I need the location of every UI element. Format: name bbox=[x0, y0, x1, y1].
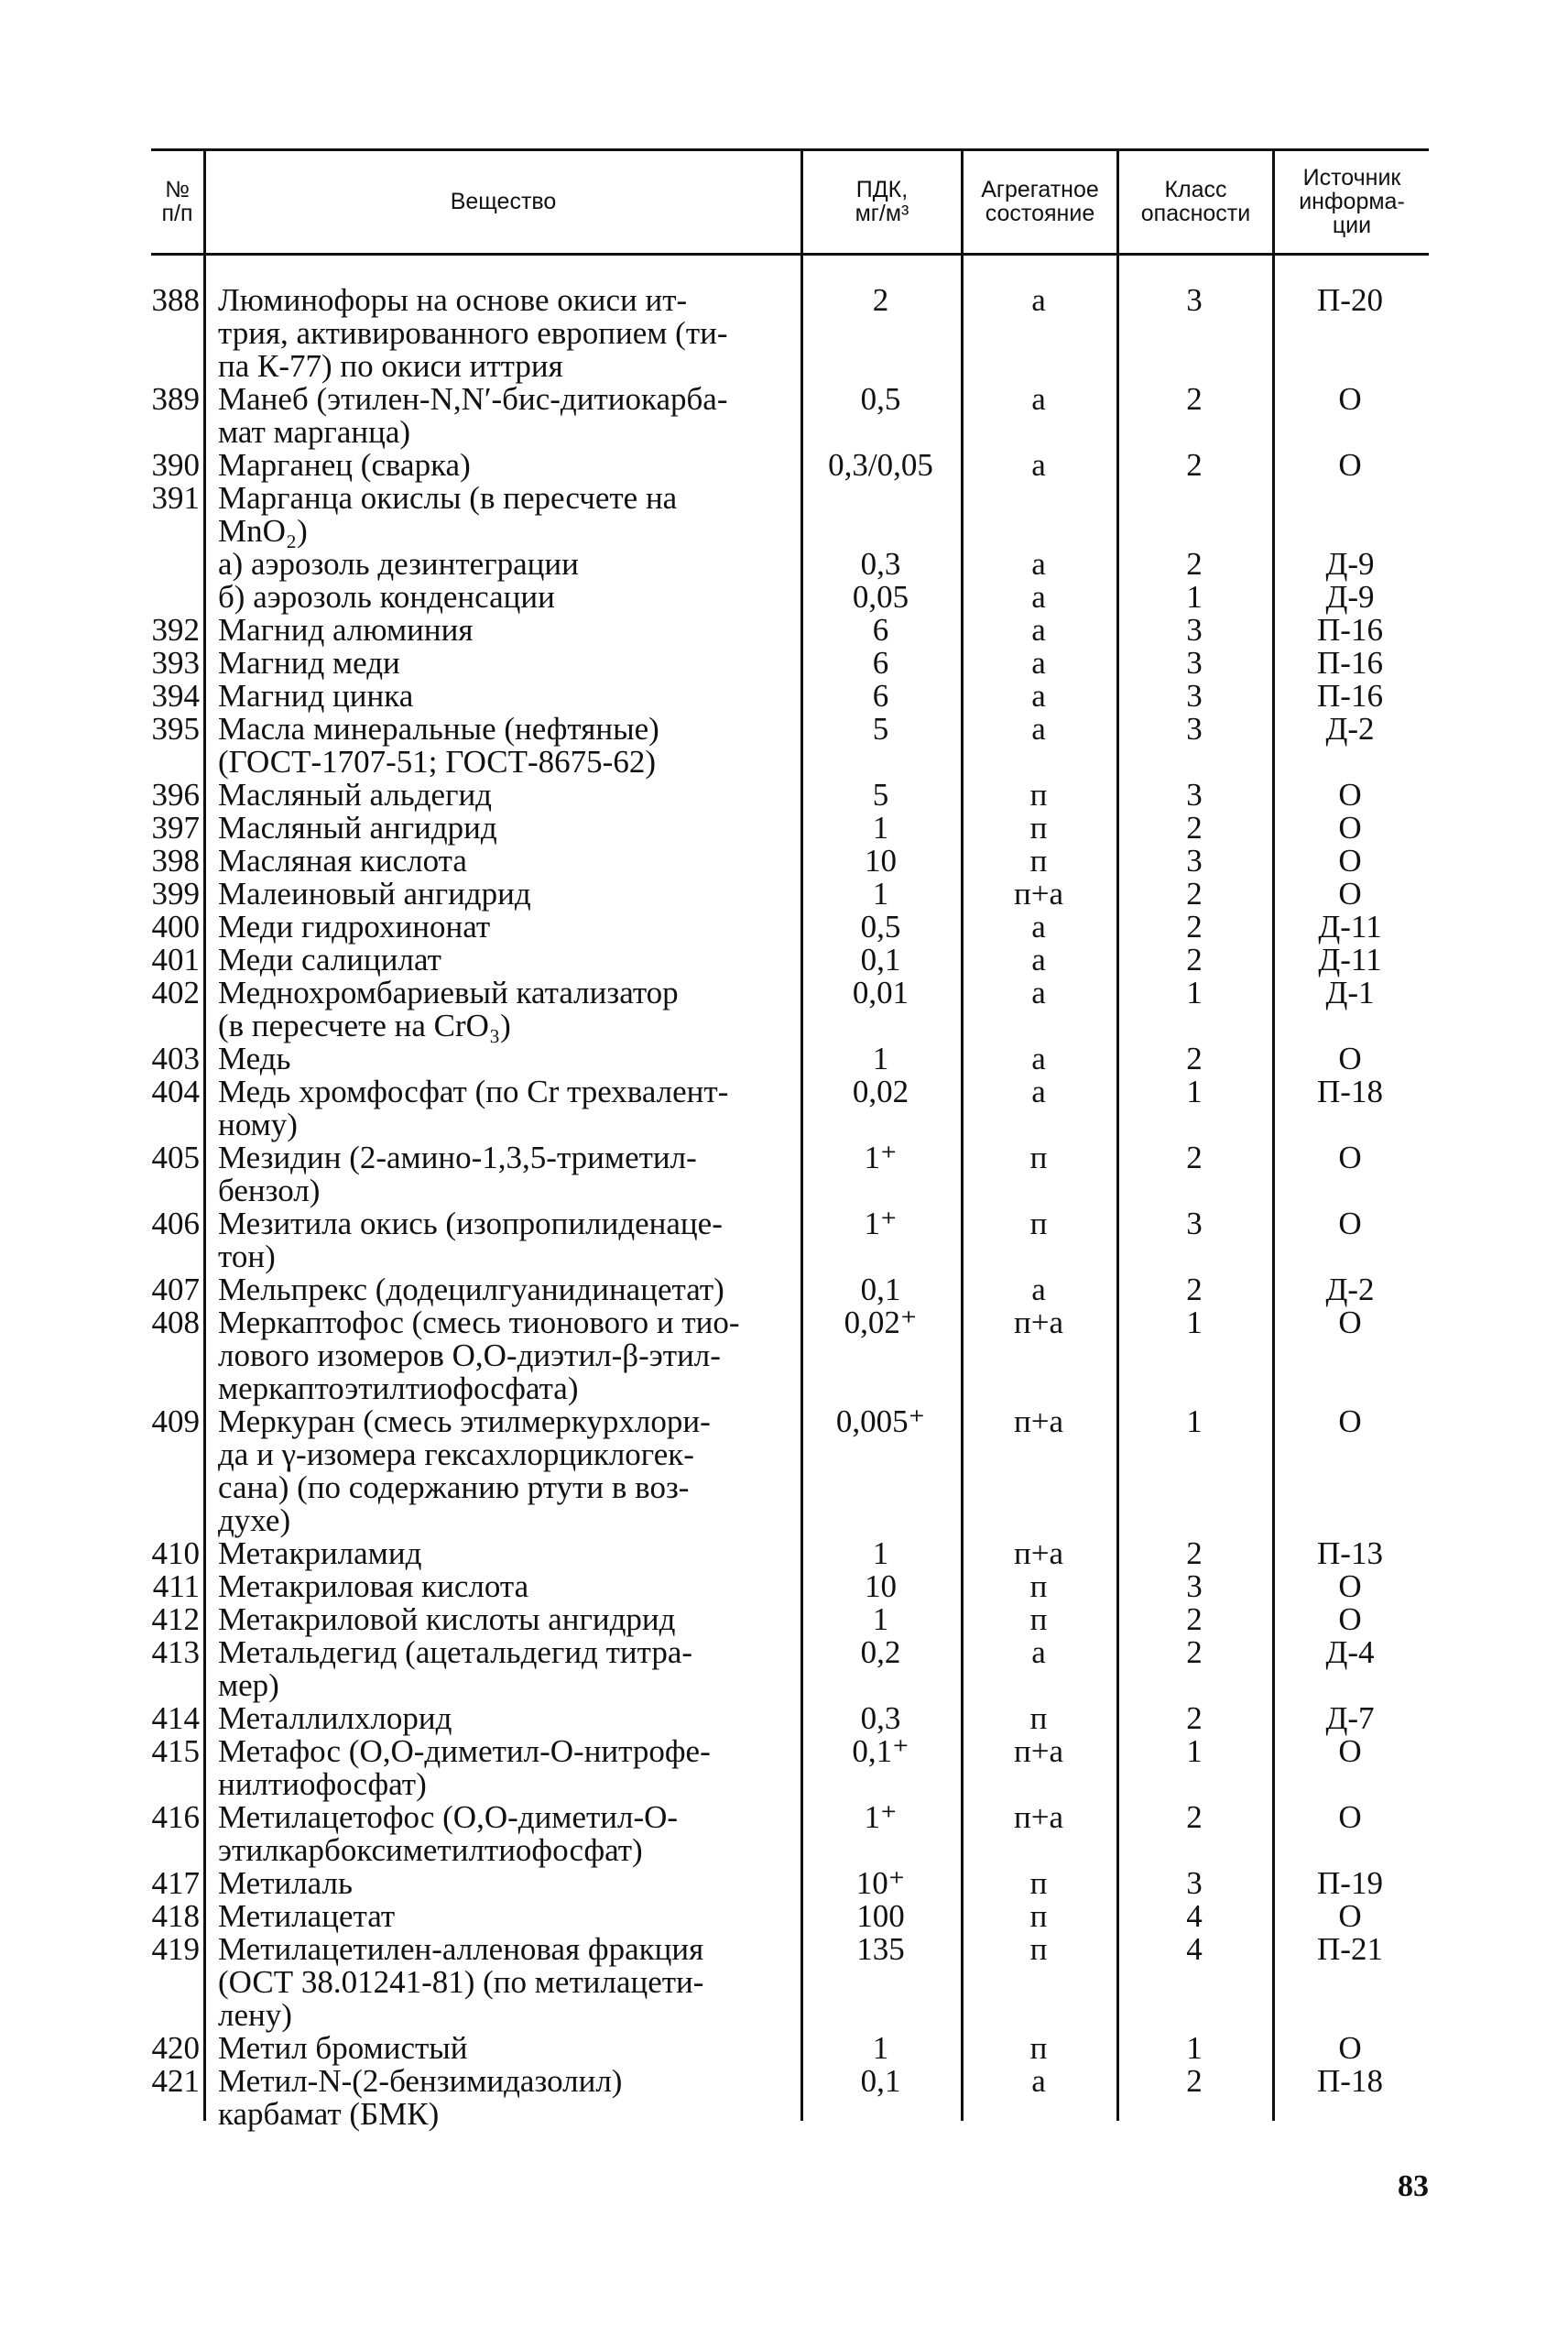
hazard-class: 2 bbox=[1186, 876, 1203, 912]
row-number: 416 bbox=[151, 1799, 200, 1835]
table-row bbox=[0, 449, 1568, 482]
row-number: 395 bbox=[151, 711, 200, 747]
table-row bbox=[0, 1735, 1568, 1801]
aggregate-state bbox=[961, 482, 1116, 548]
hazard-class: 3 bbox=[1186, 612, 1203, 648]
table-row bbox=[0, 680, 1568, 713]
substance-name: Метакриловой кислоты ангидрид bbox=[218, 1601, 676, 1637]
hazard-class: 1 bbox=[1186, 975, 1203, 1010]
aggregate-state: п+а bbox=[1013, 1535, 1063, 1571]
row-number bbox=[0, 548, 203, 581]
row-number: 403 bbox=[151, 1041, 200, 1076]
row-number: 396 bbox=[151, 777, 200, 813]
substance-name: Магнид меди bbox=[218, 645, 400, 681]
substance-name: Мезитила окись (изопропилиденаце- тон) bbox=[218, 1206, 723, 1274]
pdk-value: 1 bbox=[872, 2030, 889, 2066]
hazard-class: 2 bbox=[1186, 2063, 1203, 2099]
table-row bbox=[0, 2065, 1568, 2131]
info-source: О bbox=[1338, 1041, 1362, 1076]
pdk-value: 135 bbox=[856, 1931, 905, 1967]
pdk-value: 100 bbox=[856, 1898, 905, 1934]
aggregate-state: п bbox=[1029, 1568, 1048, 1604]
pdk-value: 0,5 bbox=[860, 909, 901, 945]
table-row bbox=[0, 1207, 1568, 1273]
substance-name: Метилацетофос (О,О-диметил-О- этилкарбоксиметилтиофосфат) bbox=[218, 1799, 679, 1868]
row-number: 408 bbox=[151, 1305, 200, 1340]
aggregate-state: п+а bbox=[1013, 1305, 1063, 1340]
hazard-class: 2 bbox=[1186, 447, 1203, 483]
table-row bbox=[0, 1306, 1568, 1405]
info-source: Д-9 bbox=[1325, 579, 1375, 615]
pdk-value bbox=[800, 482, 961, 548]
aggregate-state: п bbox=[1029, 1700, 1048, 1736]
substance-name: Метафос (О,О-диметил-О-нитрофе- нилтиофосфат) bbox=[218, 1733, 711, 1802]
pdk-value: 0,3 bbox=[860, 546, 901, 582]
substance-name: Магнид цинка bbox=[218, 678, 414, 714]
hazard-class: 3 bbox=[1186, 777, 1203, 813]
hazard-class: 3 bbox=[1186, 1568, 1203, 1604]
hazard-class bbox=[1116, 482, 1272, 548]
substance-name: Меркуран (смесь этилмеркурхлори- да и γ-изомера гексахлорциклогек- сана) (по содержанию ртути в воз- духе) bbox=[218, 1403, 711, 1538]
info-source: О bbox=[1338, 1140, 1362, 1175]
info-source: П-16 bbox=[1317, 678, 1383, 714]
info-source: П-18 bbox=[1317, 2063, 1383, 2099]
aggregate-state: п bbox=[1029, 1140, 1048, 1175]
info-source: О bbox=[1338, 876, 1362, 912]
aggregate-state: п+а bbox=[1013, 1799, 1063, 1835]
hazard-class: 4 bbox=[1186, 1898, 1203, 1934]
hazard-class: 1 bbox=[1186, 1733, 1203, 1769]
substance-name: Медь bbox=[218, 1041, 291, 1076]
hazard-class: 3 bbox=[1186, 282, 1203, 318]
table-row bbox=[0, 1933, 1568, 2032]
aggregate-state: п+а bbox=[1013, 1403, 1063, 1439]
row-number: 394 bbox=[151, 678, 200, 714]
pdk-value: 0,3 bbox=[860, 1700, 901, 1736]
pdk-value: 0,02 bbox=[852, 1074, 909, 1109]
table-row bbox=[0, 614, 1568, 647]
table-row bbox=[0, 581, 1568, 614]
substance-name: Меднохромбариевый катализатор (в пересчете на CrO₃) bbox=[218, 975, 679, 1043]
header-source: Источник информа- ции bbox=[1299, 165, 1405, 238]
substance-name: Метил-N-(2-бензимидазолил) карбамат (БМК) bbox=[218, 2063, 623, 2132]
substance-name: Метакриламид bbox=[218, 1535, 422, 1571]
aggregate-state: а bbox=[1031, 645, 1046, 681]
substance-name: а) аэрозоль дезинтеграции bbox=[218, 546, 579, 582]
aggregate-state: п bbox=[1029, 1865, 1048, 1901]
hazard-class: 2 bbox=[1186, 1041, 1203, 1076]
table-row bbox=[0, 1603, 1568, 1636]
row-number: 401 bbox=[151, 942, 200, 977]
table-row bbox=[0, 1570, 1568, 1603]
table-row bbox=[0, 944, 1568, 977]
row-number: 391 bbox=[151, 480, 200, 516]
table-row bbox=[0, 1636, 1568, 1702]
pdk-value: 6 bbox=[872, 678, 889, 714]
substance-name: Магнид алюминия bbox=[218, 612, 474, 648]
table-row bbox=[0, 1867, 1568, 1900]
row-number: 409 bbox=[151, 1403, 200, 1439]
row-number: 412 bbox=[151, 1601, 200, 1637]
info-source: О bbox=[1338, 1898, 1362, 1934]
hazard-class: 2 bbox=[1186, 1140, 1203, 1175]
pdk-value: 10 bbox=[865, 843, 897, 879]
row-number: 393 bbox=[151, 645, 200, 681]
pdk-value: 0,005⁺ bbox=[835, 1403, 926, 1439]
table-row bbox=[0, 1405, 1568, 1537]
hazard-class: 3 bbox=[1186, 711, 1203, 747]
row-number: 418 bbox=[151, 1898, 200, 1934]
row-number: 388 bbox=[151, 282, 200, 318]
aggregate-state: а bbox=[1031, 2063, 1046, 2099]
info-source: Д-1 bbox=[1325, 975, 1375, 1010]
info-source: О bbox=[1338, 1403, 1362, 1439]
hazard-class: 3 bbox=[1186, 645, 1203, 681]
pdk-value: 1 bbox=[872, 876, 889, 912]
row-number: 410 bbox=[151, 1535, 200, 1571]
table-row bbox=[0, 845, 1568, 878]
table-row bbox=[0, 1273, 1568, 1306]
table-row bbox=[0, 647, 1568, 680]
pdk-value: 0,1 bbox=[860, 942, 901, 977]
row-number: 404 bbox=[151, 1074, 200, 1109]
hazard-class: 1 bbox=[1186, 1305, 1203, 1340]
row-number: 400 bbox=[151, 909, 200, 945]
header-hazard-class: Класс опасности bbox=[1140, 177, 1251, 226]
info-source: О bbox=[1338, 810, 1362, 846]
substance-name: Люминофоры на основе окиси ит- трия, активированного европием (ти- па К-77) по окиси иттрия bbox=[218, 282, 728, 384]
row-number: 390 bbox=[151, 447, 200, 483]
pdk-value: 0,01 bbox=[852, 975, 909, 1010]
row-number: 415 bbox=[151, 1733, 200, 1769]
info-source: Д-4 bbox=[1325, 1634, 1375, 1670]
aggregate-state: а bbox=[1031, 975, 1046, 1010]
row-number: 417 bbox=[151, 1865, 200, 1901]
info-source: Д-7 bbox=[1325, 1700, 1375, 1736]
row-number: 405 bbox=[151, 1140, 200, 1175]
row-number: 413 bbox=[151, 1634, 200, 1670]
hazard-class: 2 bbox=[1186, 1272, 1203, 1307]
header-aggregate: Агрегатное состояние bbox=[981, 177, 1099, 226]
table-row bbox=[0, 911, 1568, 944]
info-source: О bbox=[1338, 1601, 1362, 1637]
row-number: 397 bbox=[151, 810, 200, 846]
row-number: 407 bbox=[151, 1272, 200, 1307]
aggregate-state: п bbox=[1029, 2030, 1048, 2066]
header-substance: Вещество bbox=[450, 189, 557, 214]
aggregate-state: а bbox=[1031, 1041, 1046, 1076]
info-source: П-13 bbox=[1317, 1535, 1383, 1571]
info-source: П-21 bbox=[1317, 1931, 1383, 1967]
substance-name: Манеб (этилен-N,N′-бис-дитиокарба- мат марганца) bbox=[218, 381, 728, 450]
info-source: О bbox=[1338, 777, 1362, 813]
page-number: 83 bbox=[1398, 2169, 1429, 2203]
info-source: П-19 bbox=[1317, 1865, 1383, 1901]
row-number: 411 bbox=[152, 1568, 200, 1604]
table-row bbox=[0, 1801, 1568, 1867]
aggregate-state: а bbox=[1031, 282, 1046, 318]
info-source: Д-9 bbox=[1325, 546, 1375, 582]
row-number: 420 bbox=[151, 2030, 200, 2066]
table-row bbox=[0, 779, 1568, 812]
aggregate-state: а bbox=[1031, 1074, 1046, 1109]
hazard-class: 2 bbox=[1186, 1535, 1203, 1571]
pdk-value: 0,5 bbox=[860, 381, 901, 417]
aggregate-state: а bbox=[1031, 579, 1046, 615]
substance-name: Масляный ангидрид bbox=[218, 810, 497, 846]
table-row bbox=[0, 977, 1568, 1043]
substance-name: Меркаптофос (смесь тионового и тио- лового изомеров О,О-диэтил-β-этил- меркаптоэтилтиофосфата) bbox=[218, 1305, 740, 1406]
info-source: О bbox=[1338, 1305, 1362, 1340]
pdk-value: 0,1 bbox=[860, 2063, 901, 2099]
row-number: 406 bbox=[151, 1206, 200, 1241]
hazard-class: 2 bbox=[1186, 942, 1203, 977]
table-row bbox=[0, 383, 1568, 449]
header-pdk: ПДК, мг/м³ bbox=[855, 177, 909, 226]
pdk-value: 0,3/0,05 bbox=[828, 447, 933, 483]
aggregate-state: а bbox=[1031, 909, 1046, 945]
hazard-class: 3 bbox=[1186, 678, 1203, 714]
aggregate-state: а bbox=[1031, 546, 1046, 582]
row-number: 399 bbox=[151, 876, 200, 912]
table-row bbox=[0, 812, 1568, 845]
pdk-value: 10 bbox=[865, 1568, 897, 1604]
pdk-value: 1 bbox=[872, 1535, 889, 1571]
aggregate-state: п+а bbox=[1013, 876, 1063, 912]
pdk-value: 0,2 bbox=[860, 1634, 901, 1670]
row-number: 389 bbox=[151, 381, 200, 417]
table-row bbox=[0, 1043, 1568, 1076]
substance-name: Марганца окислы (в пересчете на MnO₂) bbox=[218, 480, 678, 549]
substance-name: Метальдегид (ацетальдегид титра- мер) bbox=[218, 1634, 693, 1703]
info-source: Д-11 bbox=[1318, 909, 1382, 945]
substance-name: Металлилхлорид bbox=[218, 1700, 452, 1736]
pdk-value: 6 bbox=[872, 645, 889, 681]
hazard-class: 2 bbox=[1186, 810, 1203, 846]
table-row bbox=[0, 1702, 1568, 1735]
info-source: Д-2 bbox=[1325, 1272, 1375, 1307]
hazard-class: 2 bbox=[1186, 381, 1203, 417]
aggregate-state: п+а bbox=[1013, 1733, 1063, 1769]
table-row bbox=[0, 713, 1568, 779]
info-source: О bbox=[1338, 447, 1362, 483]
substance-name: Марганец (сварка) bbox=[218, 447, 471, 483]
substance-name: Метилацетилен-алленовая фракция (ОСТ 38.01241-81) (по метилацети- лену) bbox=[218, 1931, 704, 2033]
table-row bbox=[0, 2032, 1568, 2065]
substance-name: Метакриловая кислота bbox=[218, 1568, 529, 1604]
hazard-class: 4 bbox=[1186, 1931, 1203, 1967]
hazard-class: 2 bbox=[1186, 1700, 1203, 1736]
info-source: П-18 bbox=[1317, 1074, 1383, 1109]
info-source: О bbox=[1338, 1568, 1362, 1604]
row-number: 392 bbox=[151, 612, 200, 648]
row-number: 402 bbox=[151, 975, 200, 1010]
hazard-class: 1 bbox=[1186, 1074, 1203, 1109]
substance-name: Метилацетат bbox=[218, 1898, 396, 1934]
info-source: О bbox=[1338, 2030, 1362, 2066]
substance-name: Мельпрекс (додецилгуанидинацетат) bbox=[218, 1272, 724, 1307]
aggregate-state: а bbox=[1031, 447, 1046, 483]
row-number: 419 bbox=[151, 1931, 200, 1967]
aggregate-state: а bbox=[1031, 942, 1046, 977]
pdk-value: 0,1 bbox=[860, 1272, 901, 1307]
table-row bbox=[0, 1900, 1568, 1933]
pdk-value: 5 bbox=[872, 711, 889, 747]
pdk-value: 0,1⁺ bbox=[852, 1733, 909, 1769]
substance-name: Меди гидрохинонат bbox=[218, 909, 491, 945]
substance-name: Масла минеральные (нефтяные) (ГОСТ-1707-51; ГОСТ-8675-62) bbox=[218, 711, 659, 780]
aggregate-state: а bbox=[1031, 612, 1046, 648]
info-source: П-16 bbox=[1317, 612, 1383, 648]
substance-name: Метилаль bbox=[218, 1865, 353, 1901]
table-header-rule bbox=[151, 253, 1429, 256]
aggregate-state: п bbox=[1029, 843, 1048, 879]
substance-name: Масляная кислота bbox=[218, 843, 467, 879]
hazard-class: 3 bbox=[1186, 1206, 1203, 1241]
table-row bbox=[0, 1141, 1568, 1207]
table-row bbox=[0, 1076, 1568, 1141]
pdk-value: 5 bbox=[872, 777, 889, 813]
hazard-class: 2 bbox=[1186, 1601, 1203, 1637]
info-source: О bbox=[1338, 381, 1362, 417]
substance-name: Малеиновый ангидрид bbox=[218, 876, 531, 912]
aggregate-state: а bbox=[1031, 1272, 1046, 1307]
hazard-class: 1 bbox=[1186, 1403, 1203, 1439]
pdk-value: 6 bbox=[872, 612, 889, 648]
info-source: П-16 bbox=[1317, 645, 1383, 681]
substance-name: Медь хромфосфат (по Cr трехвалент- ному) bbox=[218, 1074, 729, 1142]
table-row bbox=[0, 482, 1568, 548]
pdk-value: 10⁺ bbox=[855, 1865, 906, 1901]
table-row bbox=[0, 878, 1568, 911]
aggregate-state: а bbox=[1031, 711, 1046, 747]
hazard-class: 2 bbox=[1186, 909, 1203, 945]
pdk-value: 0,02⁺ bbox=[844, 1305, 918, 1340]
substance-name: Метил бромистый bbox=[218, 2030, 468, 2066]
aggregate-state: п bbox=[1029, 1898, 1048, 1934]
hazard-class: 3 bbox=[1186, 843, 1203, 879]
pdk-value: 0,05 bbox=[852, 579, 909, 615]
aggregate-state: п bbox=[1029, 1601, 1048, 1637]
row-number bbox=[0, 581, 203, 614]
aggregate-state: а bbox=[1031, 381, 1046, 417]
hazard-class: 3 bbox=[1186, 1865, 1203, 1901]
table-row bbox=[0, 548, 1568, 581]
hazard-class: 2 bbox=[1186, 546, 1203, 582]
pdk-value: 1⁺ bbox=[864, 1140, 898, 1175]
info-source: Д-11 bbox=[1318, 942, 1382, 977]
row-number: 398 bbox=[151, 843, 200, 879]
aggregate-state: а bbox=[1031, 678, 1046, 714]
info-source: О bbox=[1338, 1733, 1362, 1769]
aggregate-state: п bbox=[1029, 1931, 1048, 1967]
aggregate-state: а bbox=[1031, 1634, 1046, 1670]
info-source bbox=[1272, 482, 1428, 548]
row-number: 414 bbox=[151, 1700, 200, 1736]
pdk-value: 2 bbox=[872, 282, 889, 318]
info-source: О bbox=[1338, 1206, 1362, 1241]
pdk-value: 1 bbox=[872, 1601, 889, 1637]
substance-name: б) аэрозоль конденсации bbox=[218, 579, 555, 615]
hazard-class: 2 bbox=[1186, 1799, 1203, 1835]
hazard-class: 1 bbox=[1186, 579, 1203, 615]
aggregate-state: п bbox=[1029, 810, 1048, 846]
info-source: О bbox=[1338, 843, 1362, 879]
pdk-value: 1 bbox=[872, 810, 889, 846]
table-top-rule bbox=[151, 148, 1429, 151]
substance-name: Меди салицилат bbox=[218, 942, 441, 977]
info-source: П-20 bbox=[1317, 282, 1383, 318]
aggregate-state: п bbox=[1029, 777, 1048, 813]
pdk-value: 1⁺ bbox=[864, 1799, 898, 1835]
table-row bbox=[0, 284, 1568, 383]
pdk-value: 1⁺ bbox=[864, 1206, 898, 1241]
table-row bbox=[0, 1537, 1568, 1570]
info-source: Д-2 bbox=[1325, 711, 1375, 747]
pdk-value: 1 bbox=[872, 1041, 889, 1076]
header-num: № п/п bbox=[161, 177, 193, 226]
hazard-class: 1 bbox=[1186, 2030, 1203, 2066]
row-number: 421 bbox=[151, 2063, 200, 2099]
hazard-class: 2 bbox=[1186, 1634, 1203, 1670]
substance-name: Мезидин (2-амино-1,3,5-триметил- бензол) bbox=[218, 1140, 697, 1208]
substance-name: Масляный альдегид bbox=[218, 777, 492, 813]
info-source: О bbox=[1338, 1799, 1362, 1835]
aggregate-state: п bbox=[1029, 1206, 1048, 1241]
table-body bbox=[0, 284, 1568, 2131]
